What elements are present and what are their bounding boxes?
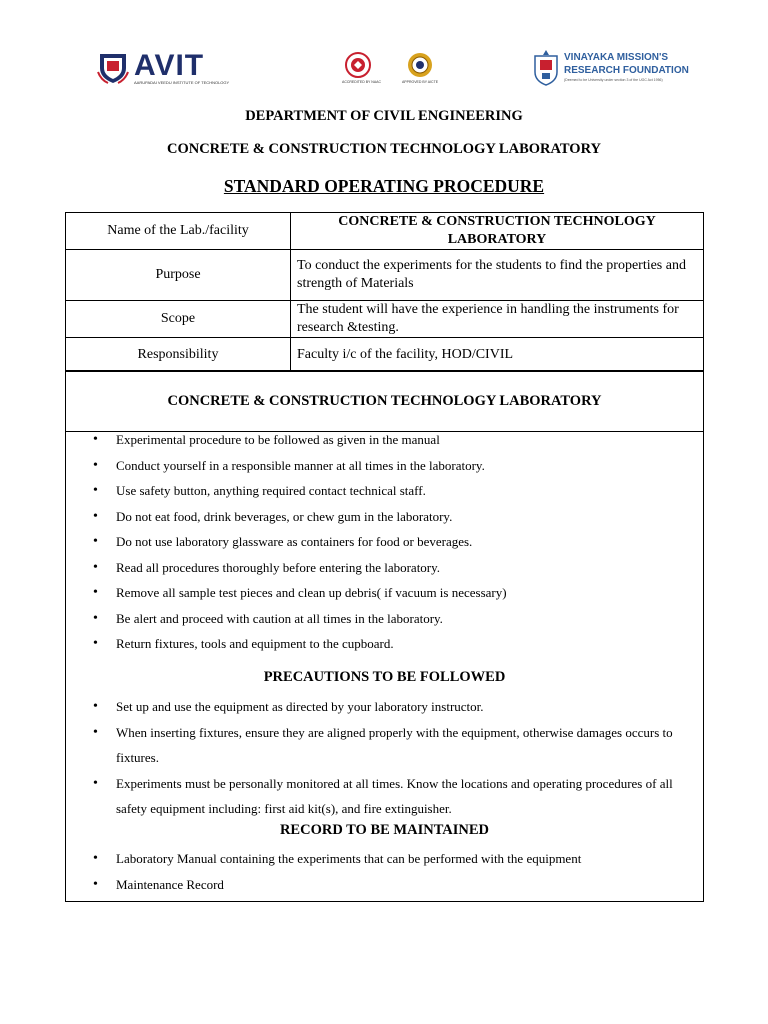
rules-list — [66, 427, 703, 657]
list-item: • Do not use laboratory glassware as containers for food or beverages. — [66, 529, 703, 555]
list-item: • When inserting fixtures, ensure they are aligned properly with the equipment, otherwise damages occurs to fixtures. — [66, 720, 703, 771]
records-list — [66, 846, 703, 897]
avit-logo — [96, 49, 230, 86]
list-item: • Conduct yourself in a responsible manner at all times in the laboratory. — [66, 453, 703, 479]
rules-heading: CONCRETE & CONSTRUCTION TECHNOLOGY LABORATORY — [66, 371, 703, 432]
naac-badge — [342, 52, 382, 86]
vmrf-logo — [532, 50, 689, 88]
avit-wordmark: AVIT — [134, 49, 205, 82]
aicte-caption: APPROVED BY AICTE — [401, 80, 439, 84]
avit-crest-icon — [96, 50, 130, 84]
aicte-badge — [400, 52, 440, 86]
vmrf-deemed-note: (Deemed to be University under section 3 of the UGC Act 1956) — [564, 78, 663, 82]
purpose-label: Purpose — [66, 250, 291, 301]
lab-heading: CONCRETE & CONSTRUCTION TECHNOLOGY LABORATORY — [166, 141, 602, 157]
department-heading: DEPARTMENT OF CIVIL ENGINEERING — [245, 108, 523, 124]
list-item: • Remove all sample test pieces and clean up debris( if vacuum is necessary) — [66, 580, 703, 606]
purpose-value: To conduct the experiments for the students to find the properties and strength of Materials — [291, 250, 704, 301]
naac-seal-icon — [342, 52, 374, 80]
name-value: CONCRETE & CONSTRUCTION TECHNOLOGY LABORATORY — [291, 213, 704, 250]
table-row — [66, 250, 704, 301]
list-item: • Laboratory Manual containing the experiments that can be performed with the equipment — [66, 846, 703, 872]
responsibility-label: Responsibility — [66, 338, 291, 372]
table-row — [66, 213, 704, 250]
list-item: • Maintenance Record — [66, 872, 703, 898]
list-item: • Use safety button, anything required contact technical staff. — [66, 478, 703, 504]
naac-caption: ACCREDITED BY NAAC — [342, 80, 382, 84]
list-item: • Return fixtures, tools and equipment to the cupboard. — [66, 631, 703, 657]
document-title: STANDARD OPERATING PROCEDURE — [223, 176, 545, 196]
records-heading: RECORD TO BE MAINTAINED — [279, 822, 490, 838]
rules-box — [65, 370, 704, 902]
table-row — [66, 338, 704, 372]
list-item: • Do not eat food, drink beverages, or chew gum in the laboratory. — [66, 504, 703, 530]
scope-value: The student will have the experience in handling the instruments for research &testing. — [291, 301, 704, 338]
table-row — [66, 301, 704, 338]
precautions-list — [66, 694, 703, 822]
precautions-heading: PRECAUTIONS TO BE FOLLOWED — [263, 669, 506, 685]
facility-info-table — [65, 212, 704, 372]
list-item: • Be alert and proceed with caution at all times in the laboratory. — [66, 606, 703, 632]
list-item: • Read all procedures thoroughly before entering the laboratory. — [66, 555, 703, 581]
vmrf-name-line2: RESEARCH FOUNDATION — [564, 65, 689, 76]
aicte-seal-icon — [400, 52, 440, 80]
list-item: • Set up and use the equipment as directed by your laboratory instructor. — [66, 694, 703, 720]
scope-label: Scope — [66, 301, 291, 338]
list-item: • Experimental procedure to be followed as given in the manual — [66, 427, 703, 453]
vmrf-name-line1: VINAYAKA MISSION'S — [564, 52, 669, 63]
responsibility-value: Faculty i/c of the facility, HOD/CIVIL — [291, 338, 704, 372]
avit-subtitle: AARUPADAI VEEDU INSTITUTE OF TECHNOLOGY — [134, 80, 230, 85]
vmrf-crest-icon — [532, 50, 560, 86]
name-label: Name of the Lab./facility — [66, 213, 291, 250]
list-item: • Experiments must be personally monitored at all times. Know the locations and operating procedures of all safety equipment including: first aid kit(s), and fire extinguisher. — [66, 771, 703, 822]
